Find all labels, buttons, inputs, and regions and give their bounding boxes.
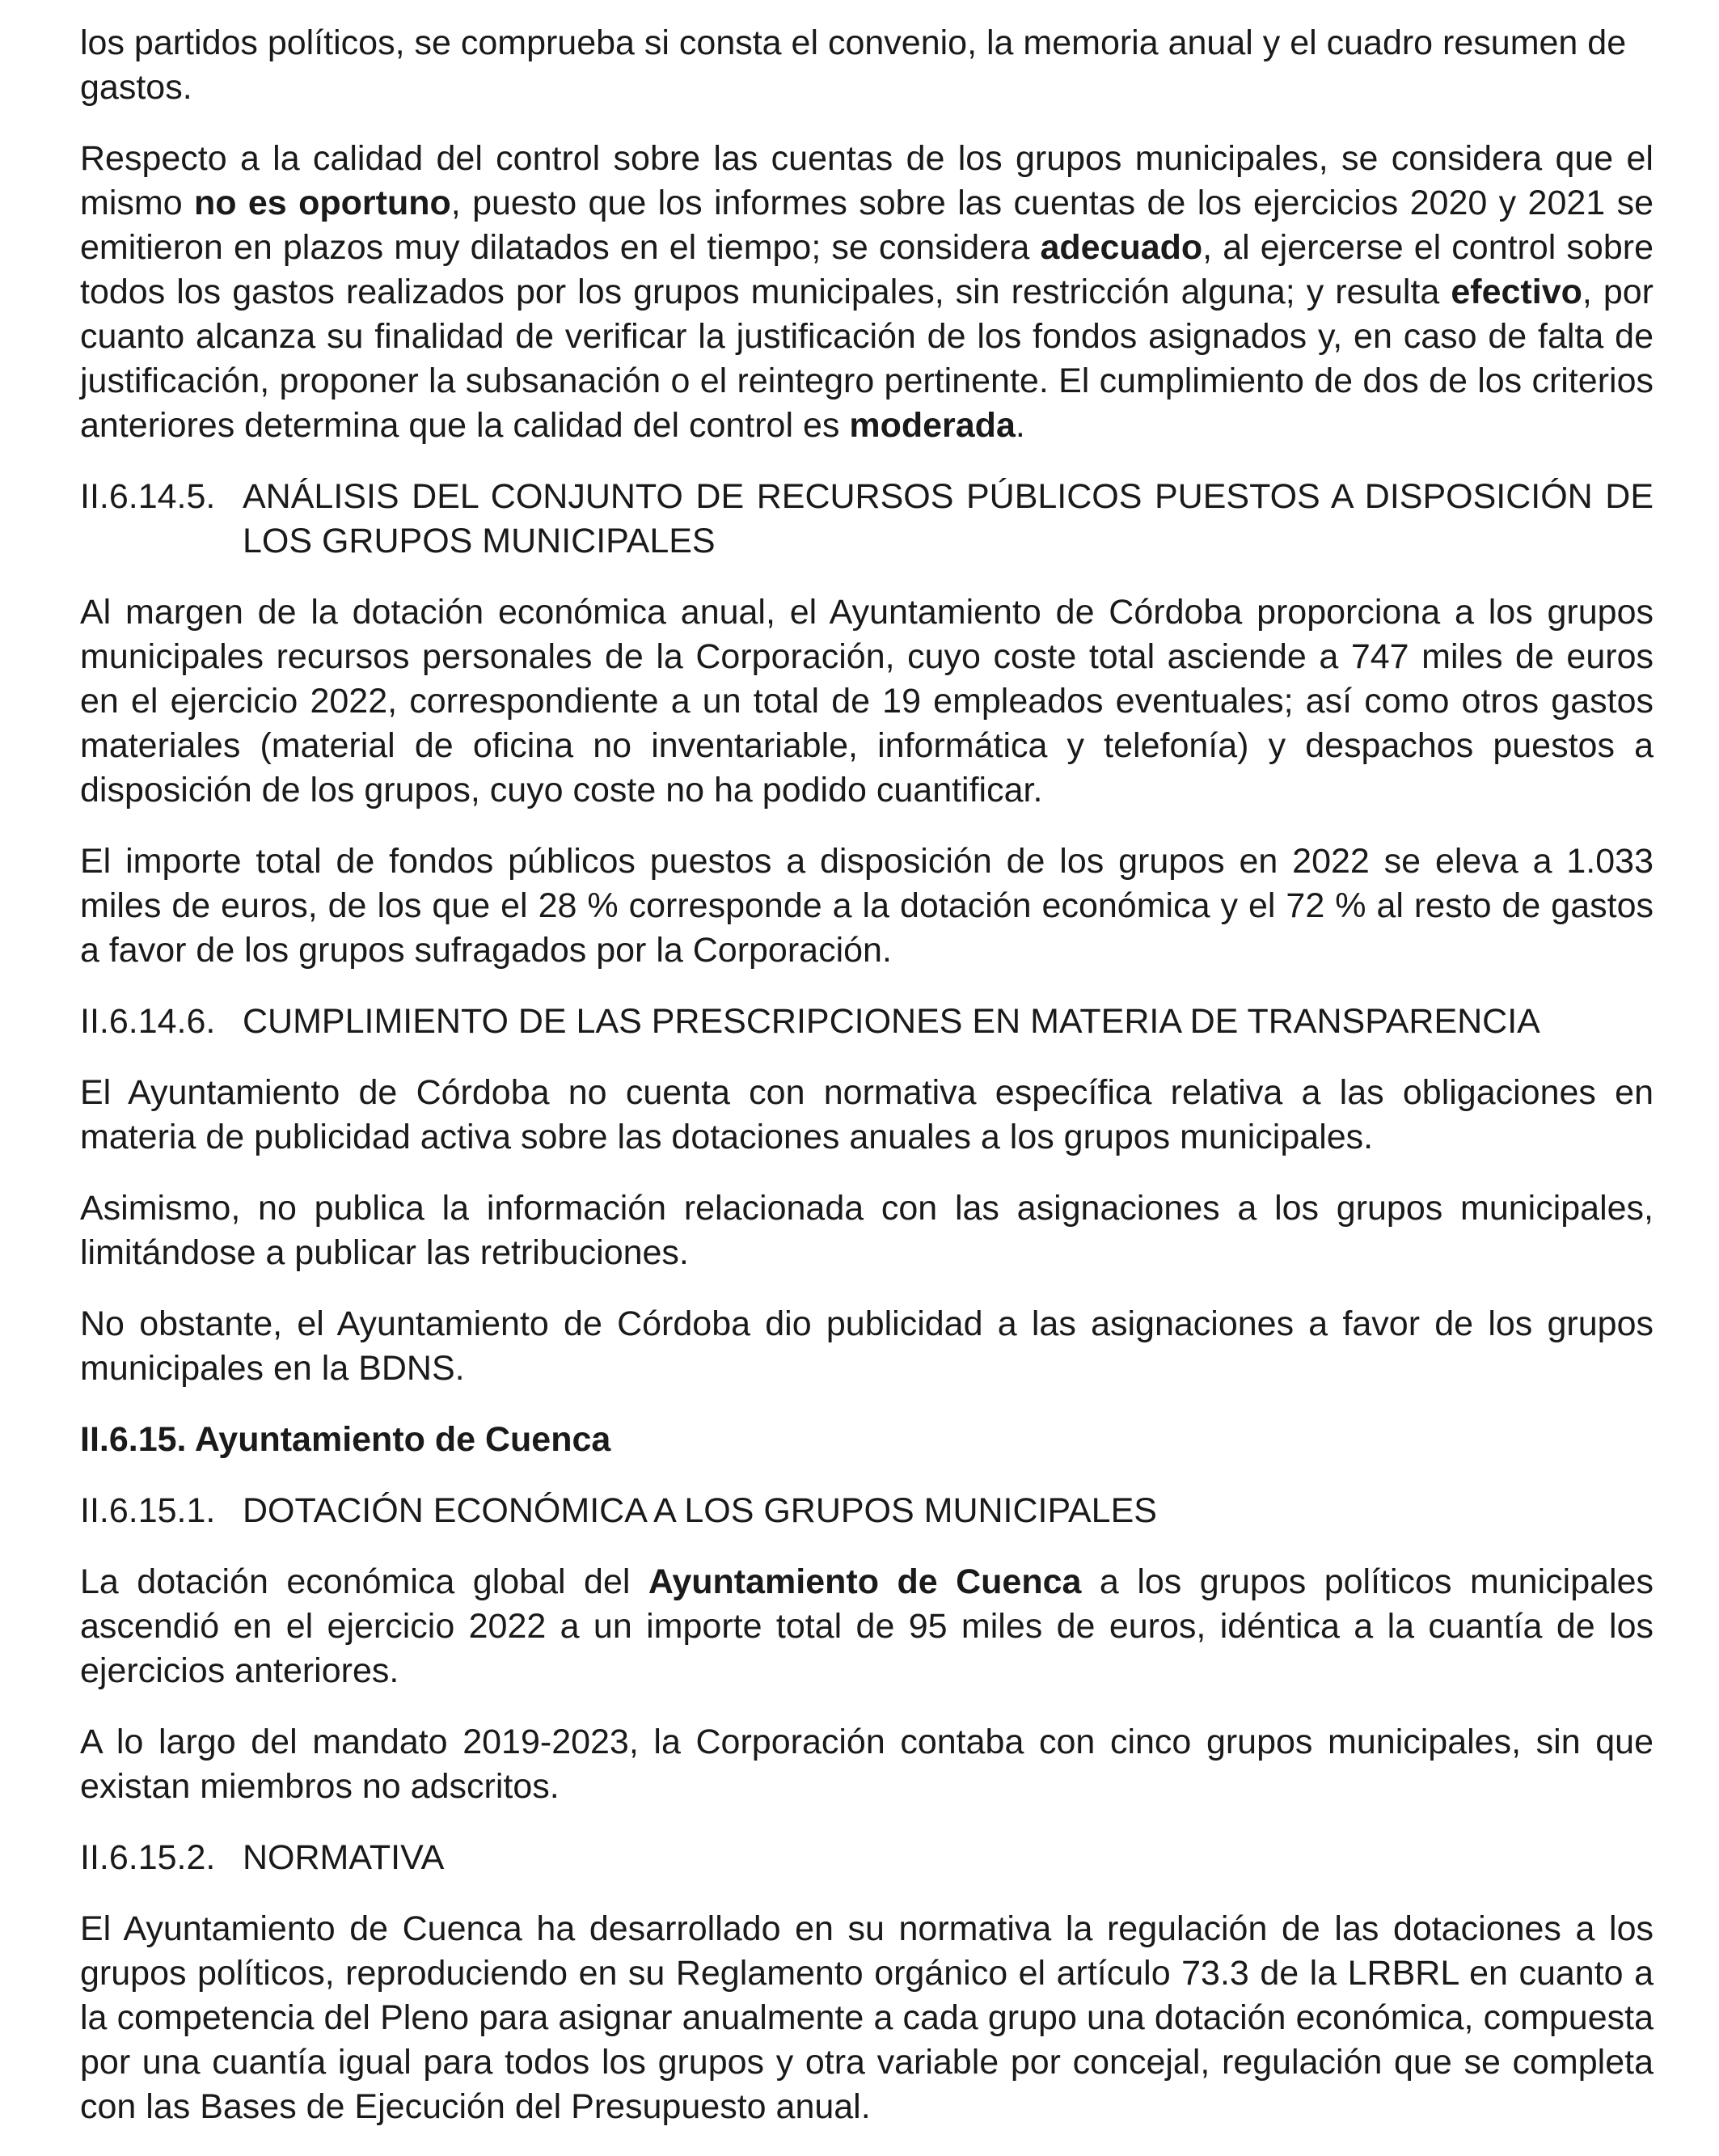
text-run: , al ejercerse el control sobre todos los gastos realizados por los grupos municipales, sin restricción alguna; y resulta (80, 228, 1654, 311)
heading-title: CUMPLIMIENTO DE LAS PRESCRIPCIONES EN MATERIA DE TRANSPARENCIA (243, 1002, 1540, 1041)
bold-text-efectivo: efectivo (1451, 273, 1582, 311)
bold-text-ayuntamiento-cuenca: Ayuntamiento de Cuenca (648, 1562, 1082, 1601)
paragraph-calidad-control (80, 137, 1654, 448)
paragraph-dotacion-cuenca (80, 1560, 1654, 1693)
heading-title: ANÁLISIS DEL CONJUNTO DE RECURSOS PÚBLICOS PUESTOS A DISPOSICIÓN DE LOS GRUPOS MUNICIPALES (243, 477, 1654, 560)
paragraph-continuation: los partidos políticos, se comprueba si consta el convenio, la memoria anual y el cuadro resumen de gastos. (80, 23, 1627, 107)
text-run: a los grupos políticos municipales ascendió en el ejercicio 2022 a un importe total de 95 miles de euros, idéntica a la cuantía de los ejercicios anteriores. (80, 1562, 1654, 1690)
bold-text-no-es-oportuno: no es oportuno (193, 184, 451, 222)
heading-number: II.6.14.6. (80, 1002, 216, 1041)
heading-ii-6-14-5 (80, 475, 1654, 564)
paragraph-importe-total: El importe total de fondos públicos puestos a disposición de los grupos en 2022 se eleva a 1.033 miles de euros, de los que el 28 % corresponde a la dotación económica y el 72 % al resto de gastos a favor de los grupos sufragados por la Corporación. (80, 842, 1654, 970)
paragraph-normativa-cordoba: El Ayuntamiento de Córdoba no cuenta con normativa específica relativa a las obligaciones en materia de publicidad activa sobre las dotaciones anuales a los grupos municipales. (80, 1073, 1654, 1156)
heading-number: II.6.15.1. (80, 1491, 216, 1530)
heading-ii-6-15-2 (80, 1836, 1654, 1880)
text-run: La dotación económica global del (80, 1562, 648, 1601)
heading-ii-6-15-1 (80, 1489, 1654, 1533)
bold-text-moderada: moderada (849, 406, 1016, 445)
section-title-ayuntamiento-cuenca: II.6.15. Ayuntamiento de Cuenca (80, 1420, 611, 1459)
text-run: , puesto que los informes sobre las cuentas de los ejercicios 2020 y 2021 se emitieron en plazos muy dilatados en el tiempo; se considera (80, 184, 1654, 267)
text-run: Respecto a la calidad del control sobre las cuentas de los grupos municipales, se considera que el mismo (80, 139, 1654, 222)
heading-number: II.6.14.5. (80, 477, 216, 516)
paragraph-margen-dotacion: Al margen de la dotación económica anual, el Ayuntamiento de Córdoba proporciona a los grupos municipales recursos personales de la Corporación, cuyo coste total asciende a 747 miles de euros en el ejercicio 2022, correspondiente a un total de 19 empleados eventuales; así como otros gastos materiales (material de oficina no inventariable, informática y telefonía) y despachos puestos a disposición de los grupos, cuyo coste no ha podido cuantificar. (80, 593, 1654, 810)
paragraph-no-obstante: No obstante, el Ayuntamiento de Córdoba dio publicidad a las asignaciones a favor de los grupos municipales en la BDNS. (80, 1304, 1654, 1388)
heading-number: II.6.15.2. (80, 1838, 216, 1877)
paragraph-asimismo: Asimismo, no publica la información relacionada con las asignaciones a los grupos municipales, limitándose a publicar las retribuciones. (80, 1189, 1654, 1272)
paragraph-normativa-cuenca: El Ayuntamiento de Cuenca ha desarrollado en su normativa la regulación de las dotaciones a los grupos políticos, reproduciendo en su Reglamento orgánico el artículo 73.3 de la LRBRL en cuanto a la competencia del Pleno para asignar anualmente a cada grupo una dotación económica, compuesta por una cuantía igual para todos los grupos y otra variable por concejal, regulación que se completa con las Bases de Ejecución del Presupuesto anual. (80, 1909, 1654, 2126)
text-run: . (1015, 406, 1025, 445)
heading-title: NORMATIVA (243, 1838, 445, 1877)
document-page (80, 21, 1654, 2156)
bold-text-adecuado: adecuado (1040, 228, 1203, 267)
heading-title: DOTACIÓN ECONÓMICA A LOS GRUPOS MUNICIPALES (243, 1491, 1157, 1530)
paragraph-mandato: A lo largo del mandato 2019-2023, la Corporación contaba con cinco grupos municipales, sin que existan miembros no adscritos. (80, 1723, 1654, 1806)
text-run: , por cuanto alcanza su finalidad de verificar la justificación de los fondos asignados y, en caso de falta de justificación, proponer la subsanación o el reintegro pertinente. El cumplimiento de dos de los criterios anteriores determina que la calidad del control es (80, 273, 1654, 445)
heading-ii-6-14-6 (80, 1000, 1654, 1044)
